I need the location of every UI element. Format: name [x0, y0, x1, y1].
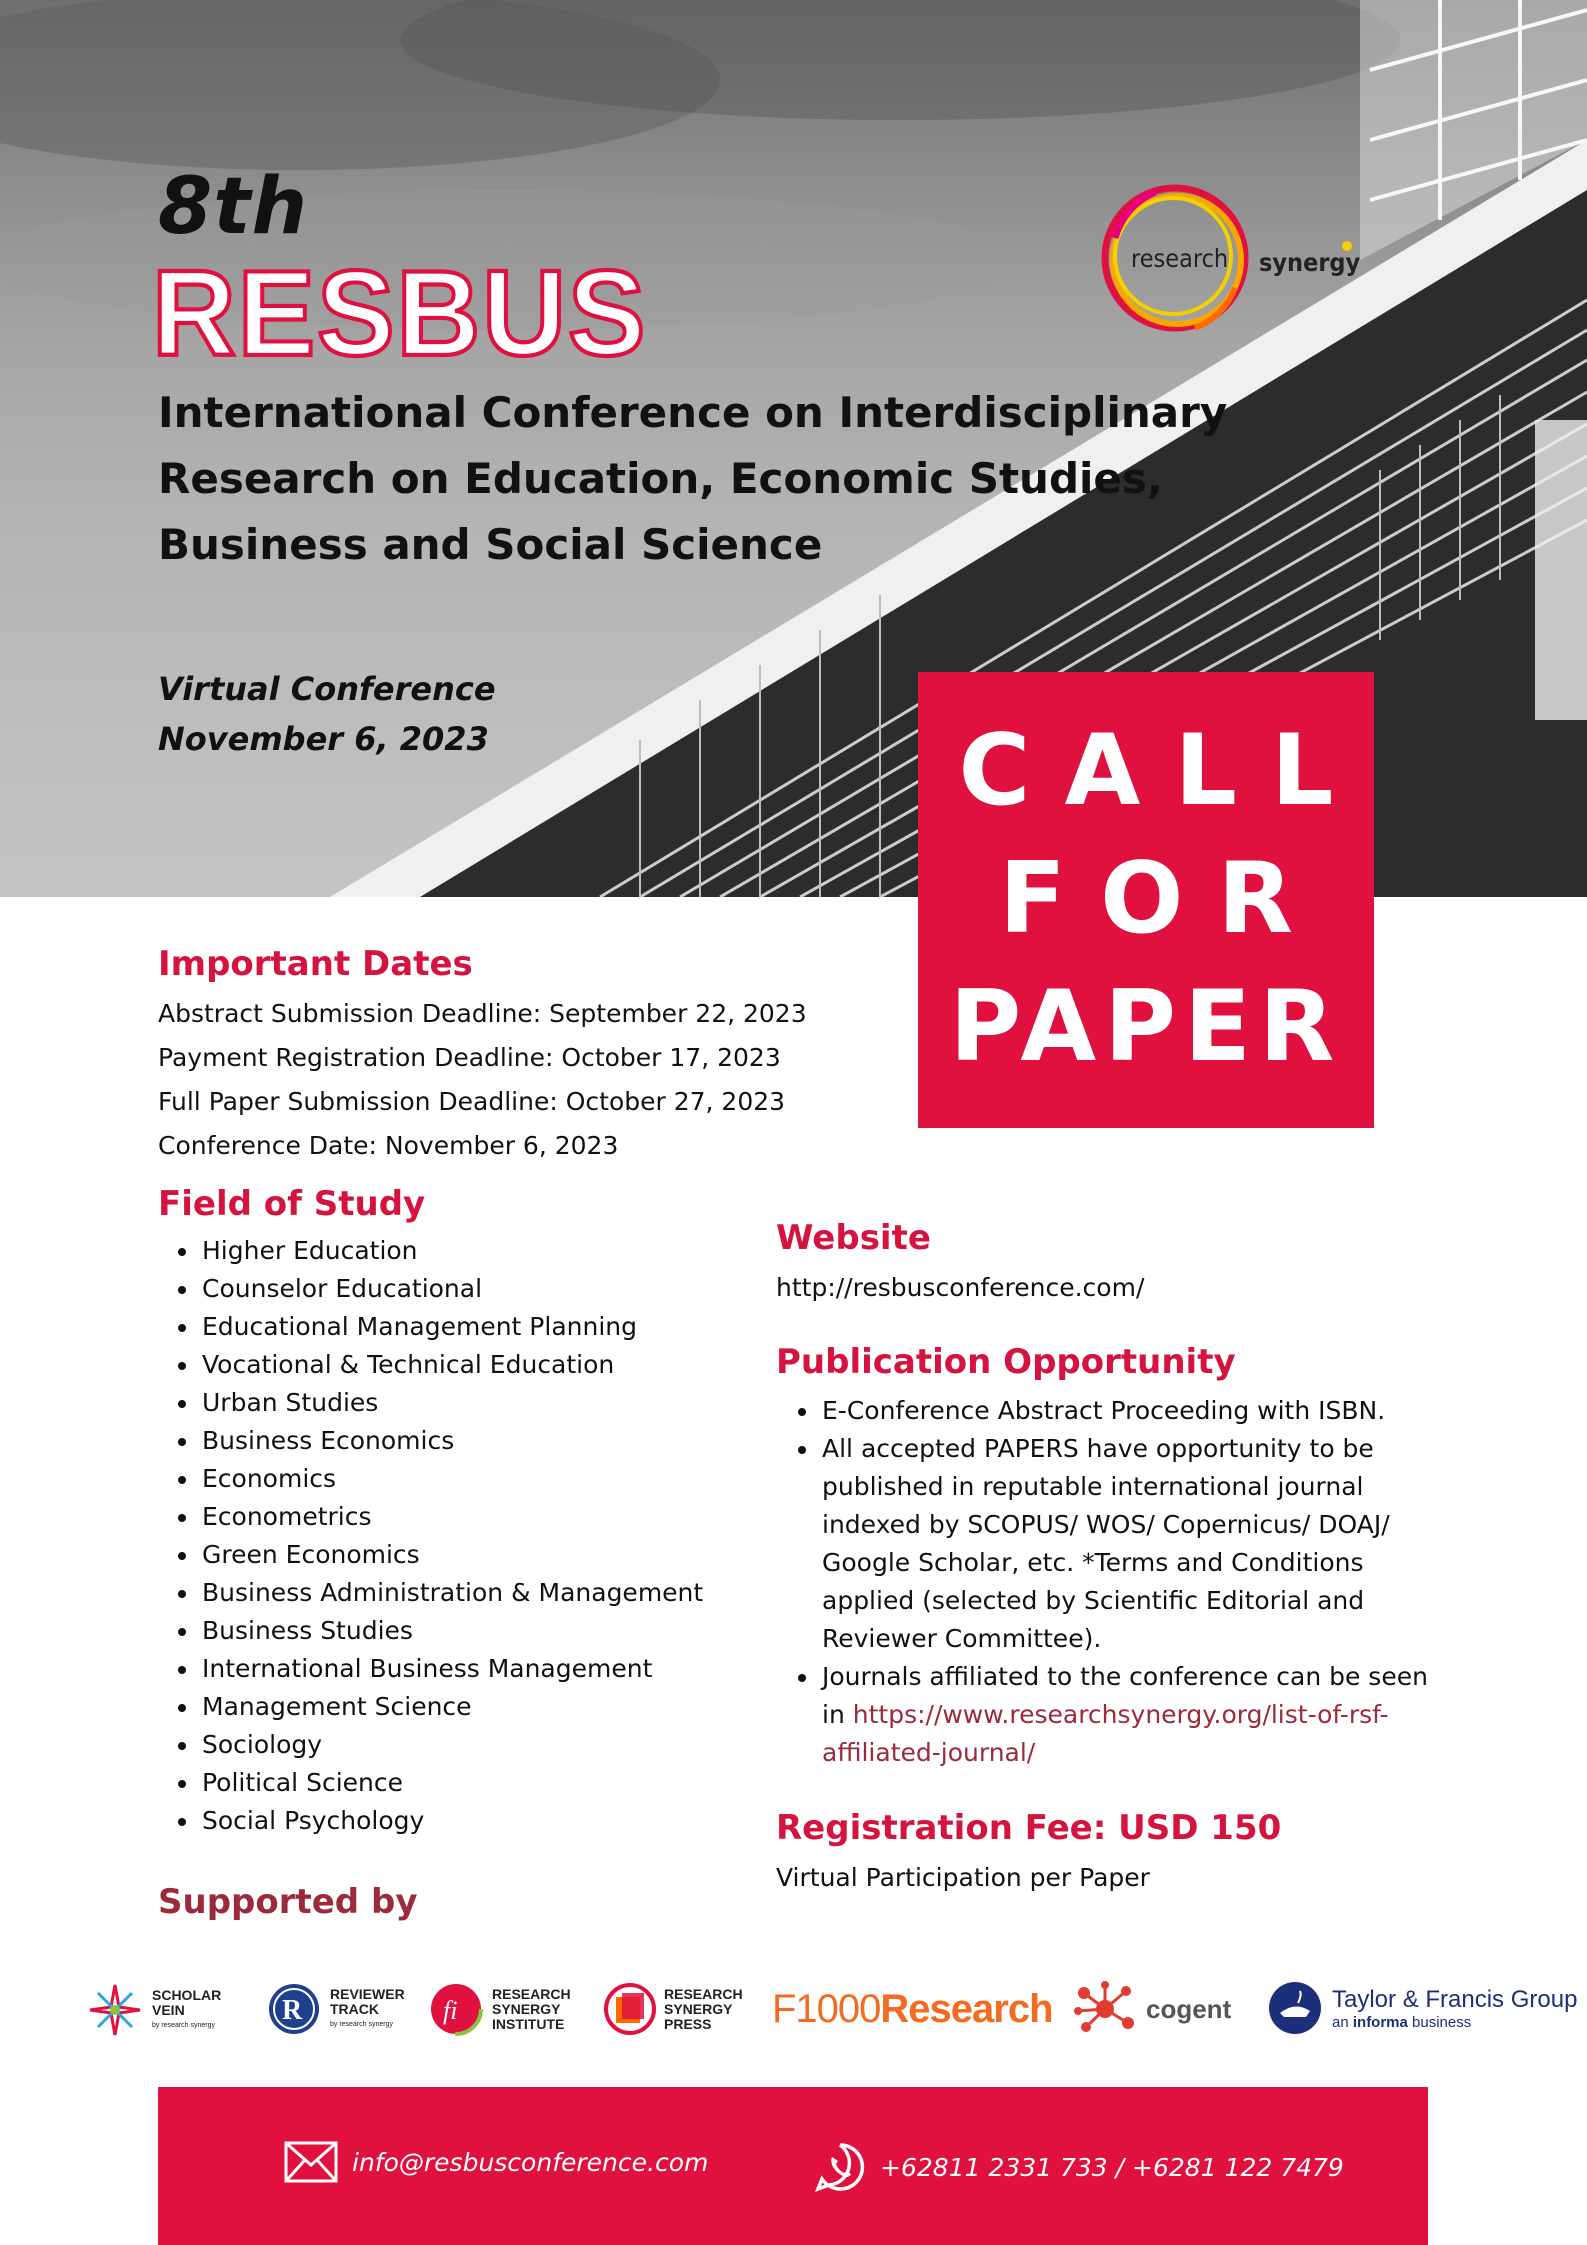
field-of-study-list [176, 1232, 703, 1840]
list-item: • Vocational & Technical Education [200, 1346, 703, 1384]
list-item: • Green Economics [200, 1536, 703, 1574]
phone-numbers: +62811 2331 733 / +6281 122 7479 [880, 2152, 1344, 2182]
date-item: Payment Registration Deadline: October 17, 2023 [158, 1043, 781, 1072]
reviewer-track-logo [266, 1981, 405, 2037]
f1000-prefix: F1000 [772, 1987, 881, 2031]
list-item: • Counselor Educational [200, 1270, 703, 1308]
scholar-vein-logo [86, 1981, 221, 2039]
website-link[interactable]: http://resbusconference.com/ [776, 1273, 1145, 1302]
list-item: • Business Studies [200, 1612, 703, 1650]
supported-by-heading: Supported by [158, 1882, 418, 1922]
list-item: • Higher Education [200, 1232, 703, 1270]
publication-heading: Publication Opportunity [776, 1342, 1236, 1382]
tf-sub-brand: informa [1352, 2013, 1408, 2031]
f1000-suffix: Research [880, 1987, 1053, 2031]
reviewer-track-line2: TRACK [330, 2000, 379, 2017]
rs-press-line3: PRESS [664, 2015, 712, 2032]
cogent-molecule-icon [1072, 1979, 1138, 2039]
date-item: Full Paper Submission Deadline: October 27, 2023 [158, 1087, 786, 1116]
affiliated-journal-link[interactable]: https://www.researchsynergy.org/list-of-rsf-affiliated-journal/ [822, 1700, 1389, 1767]
taylor-francis-lamp-icon [1268, 1981, 1322, 2035]
call-for-paper-box [918, 672, 1374, 1128]
list-item: • Economics [200, 1460, 703, 1498]
rs-institute-icon [428, 1981, 484, 2037]
svg-text:R: R [282, 1995, 303, 2026]
list-item: • Business Administration & Management [200, 1574, 703, 1612]
whatsapp-icon [814, 2141, 866, 2193]
list-item: • Econometrics [200, 1498, 703, 1536]
registration-fee-heading: Registration Fee: USD 150 [776, 1808, 1282, 1848]
list-item: • International Business Management [200, 1650, 703, 1688]
conference-mode-date [158, 664, 496, 764]
logo-word-research: research [1131, 244, 1229, 273]
rs-press-line2: SYNERGY [664, 2000, 733, 2017]
conference-title-line: Business and Social Science [158, 520, 823, 569]
list-item: • Social Psychology [200, 1802, 703, 1840]
sponsor-logos [0, 1965, 1587, 2075]
logo-word-synergy: synergy [1259, 248, 1361, 277]
list-item: • Management Science [200, 1688, 703, 1726]
conference-title-line: International Conference on Interdisciplinary [158, 388, 1228, 437]
scholar-vein-line2: VEIN [152, 2001, 185, 2018]
f1000-research-logo [772, 1987, 1053, 2032]
scholar-vein-sub: by research synergy [152, 2021, 216, 2029]
list-item: • All accepted PAPERS have opportunity to be published in reputable international journal indexed by SCOPUS/ WOS/ Copernicus/ DOAJ/ Google Scholar, etc. *Terms and Conditions applied (selected by Scientific Editorial and Reviewer Committee). [820, 1430, 1435, 1658]
conference-brand-name: RESBUS [152, 244, 648, 382]
website-heading: Website [776, 1218, 931, 1258]
phone-contact[interactable] [814, 2141, 1344, 2193]
email-address: info@resbusconference.com [352, 2147, 709, 2177]
field-of-study-heading: Field of Study [158, 1184, 426, 1224]
list-item: • Political Science [200, 1764, 703, 1802]
list-item: • Educational Management Planning [200, 1308, 703, 1346]
tf-name: Taylor & Francis Group [1332, 1985, 1578, 2013]
cogent-word: cogent [1146, 1993, 1232, 2024]
conference-date: November 6, 2023 [158, 720, 489, 758]
scholar-vein-icon [86, 1981, 144, 2039]
cogent-logo [1072, 1979, 1231, 2039]
list-item [820, 1658, 1435, 1772]
reviewer-track-line1: REVIEWER [330, 1985, 405, 2002]
research-synergy-logo [1085, 178, 1361, 358]
cfp-line-call: C A L L [958, 714, 1334, 828]
conference-title [158, 380, 1278, 578]
list-item: • Urban Studies [200, 1384, 703, 1422]
date-item: Abstract Submission Deadline: September 22, 2023 [158, 999, 807, 1028]
list-item: • Sociology [200, 1726, 703, 1764]
cfp-line-paper: PAPER [949, 970, 1343, 1084]
tf-sub-pre: an [1332, 2013, 1353, 2031]
list-item: • Business Economics [200, 1422, 703, 1460]
conference-mode: Virtual Conference [158, 670, 496, 708]
email-contact[interactable] [284, 2141, 708, 2183]
journals-text: Journals affiliated to the conference can be seen in [822, 1662, 1428, 1729]
research-synergy-institute-logo [428, 1981, 571, 2037]
rs-institute-line3: INSTITUTE [492, 2015, 565, 2032]
contact-footer [158, 2087, 1428, 2245]
tf-sub [1332, 2014, 1577, 2031]
conference-title-line: Research on Education, Economic Studies, [158, 454, 1163, 503]
svg-text:fi: fi [443, 1996, 458, 2025]
envelope-icon [284, 2141, 338, 2183]
list-item: • E-Conference Abstract Proceeding with ISBN. [820, 1392, 1435, 1430]
reviewer-track-sub: by research synergy [330, 2020, 394, 2028]
registration-fee-detail: Virtual Participation per Paper [776, 1863, 1150, 1892]
publication-list [796, 1392, 1435, 1772]
scholar-vein-line1: SCHOLAR [152, 1986, 222, 2003]
date-item: Conference Date: November 6, 2023 [158, 1131, 619, 1160]
reviewer-track-icon [266, 1981, 322, 2037]
research-synergy-press-logo [604, 1981, 743, 2037]
taylor-francis-logo [1268, 1981, 1577, 2035]
edition-label: 8th [158, 162, 309, 252]
rs-institute-line2: SYNERGY [492, 2000, 561, 2017]
tf-sub-post: business [1407, 2013, 1472, 2031]
rs-press-icon [604, 1981, 656, 2037]
rs-institute-line1: RESEARCH [492, 1985, 571, 2002]
important-dates-list [158, 992, 807, 1168]
important-dates-heading: Important Dates [158, 944, 473, 984]
cfp-line-for: F O R [999, 842, 1293, 956]
rs-press-line1: RESEARCH [664, 1985, 743, 2002]
